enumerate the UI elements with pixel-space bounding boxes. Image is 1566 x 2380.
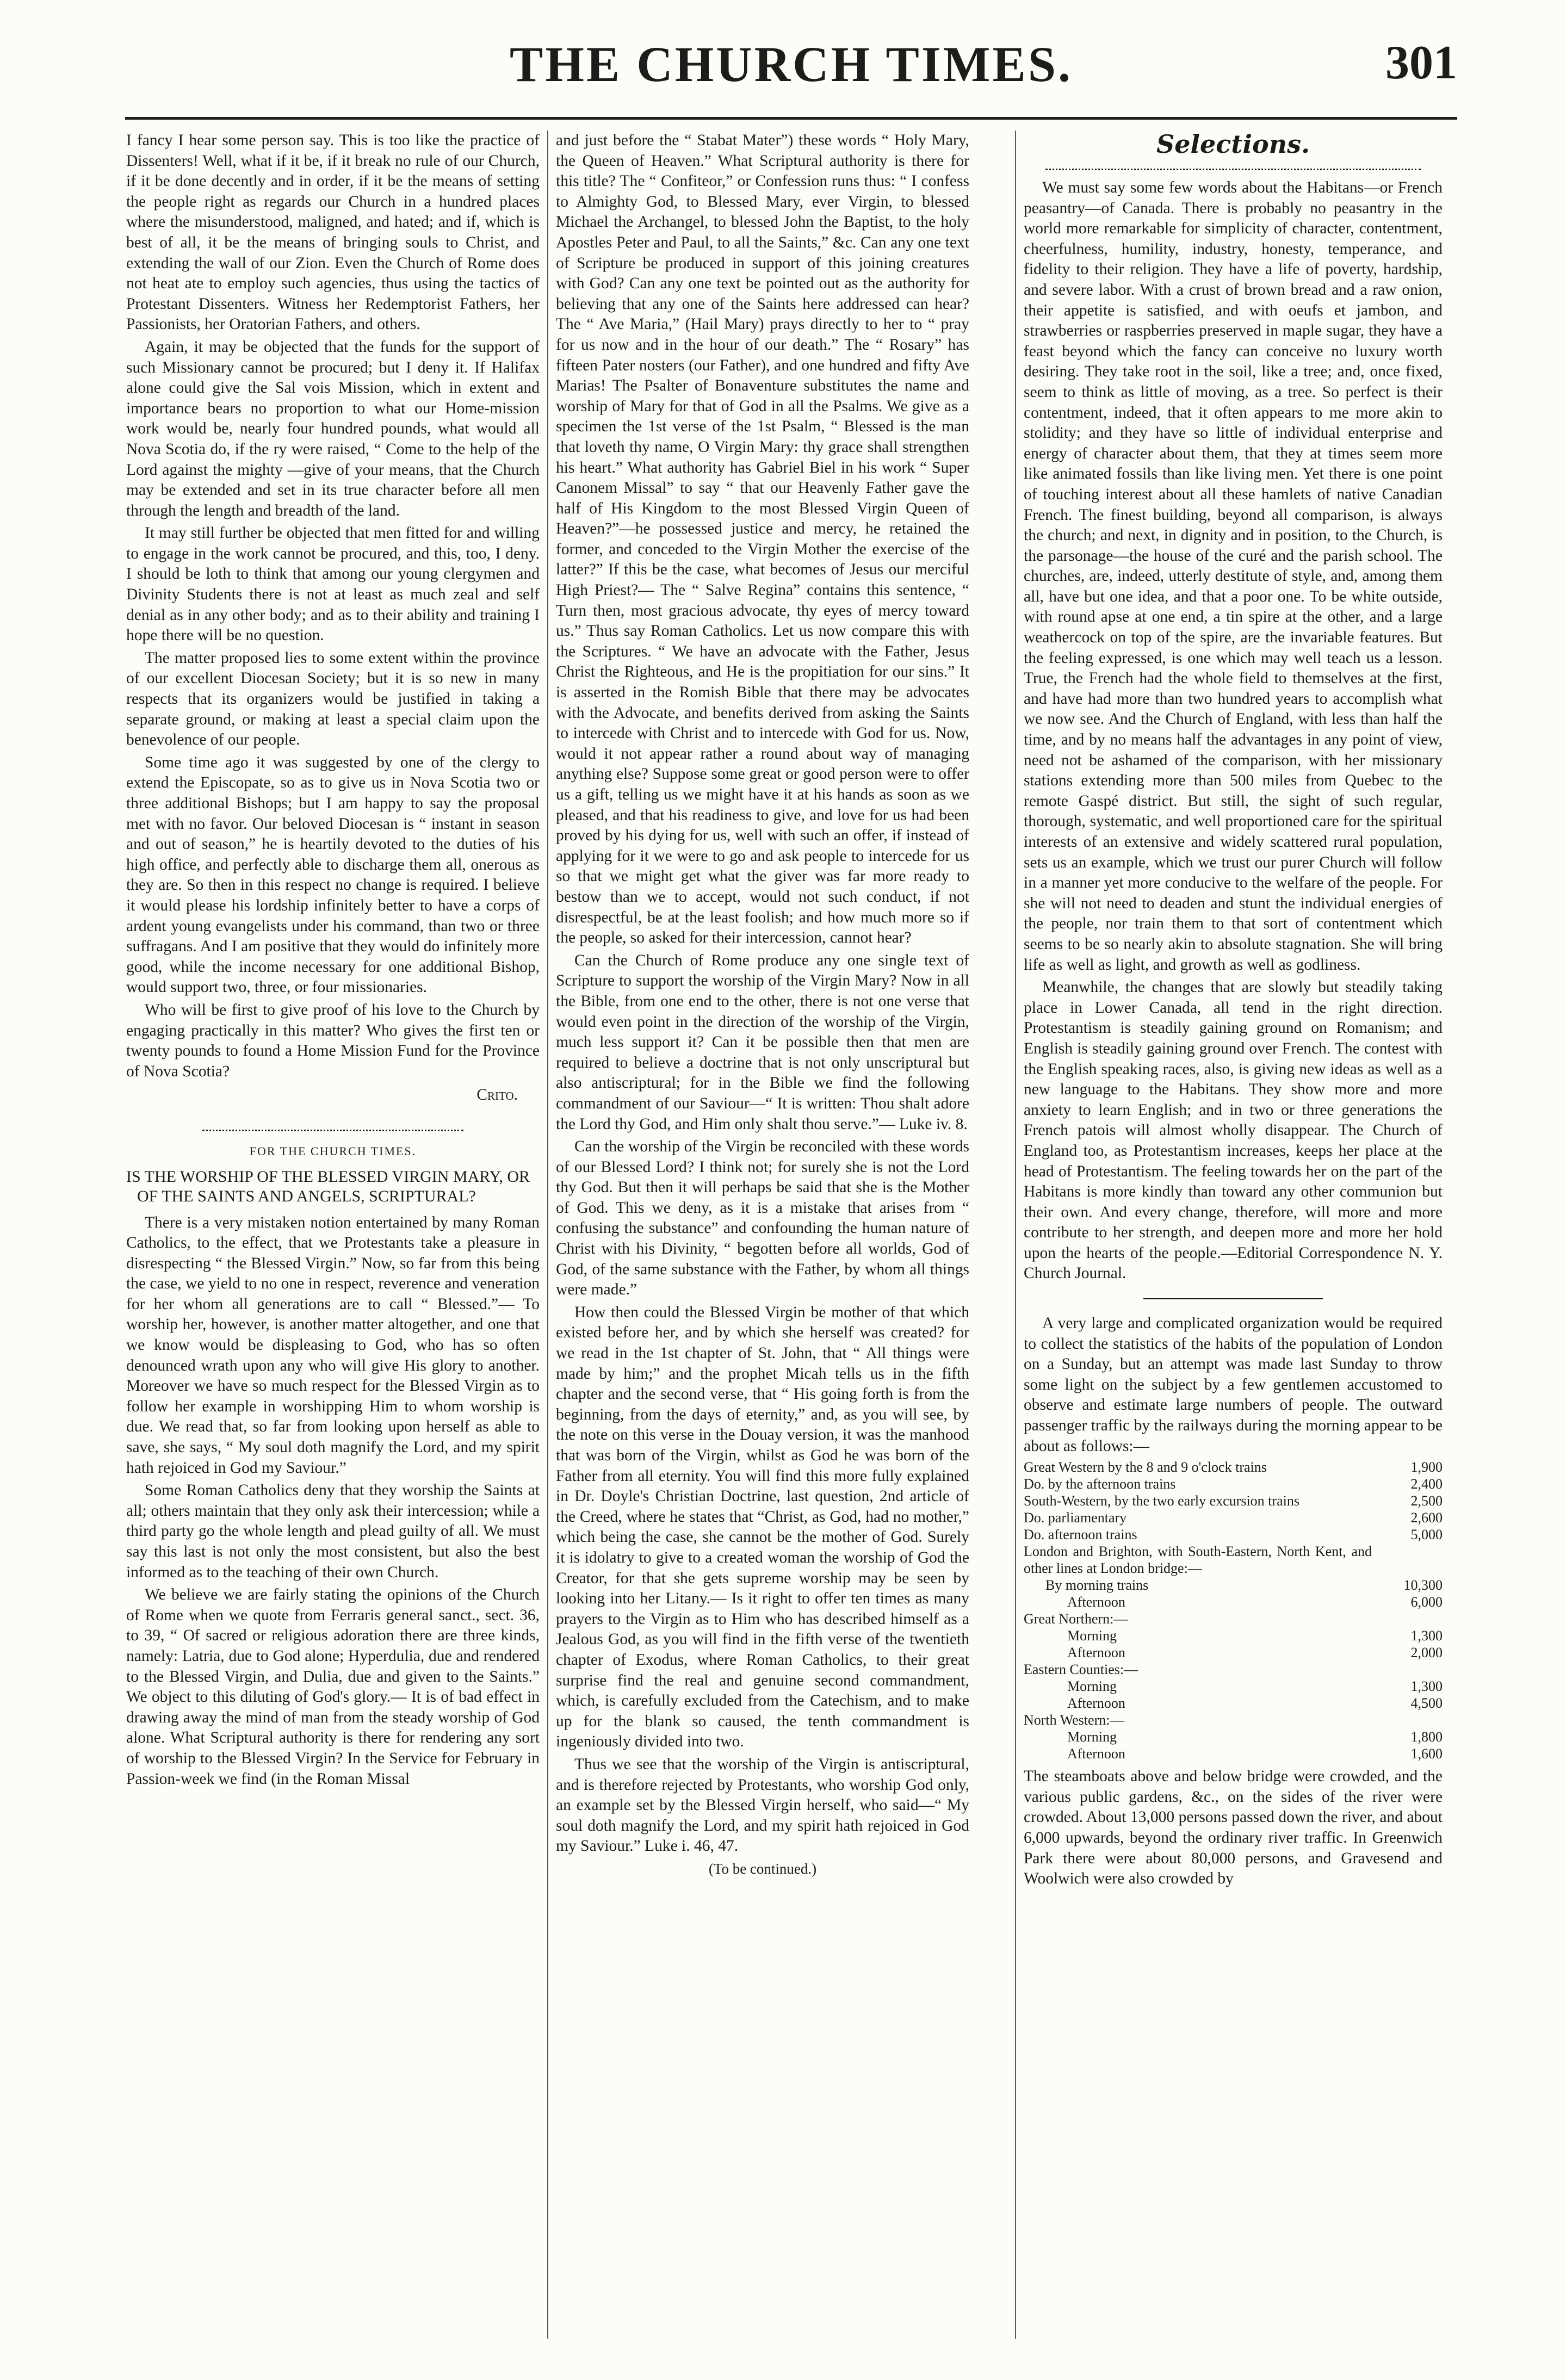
article-paragraph: Thus we see that the worship of the Virgin is antiscriptural, and is therefore rejected by Protestants, who worship God only, an example set by the Blessed Virgin herself, who said—“ My soul doth magnify the Lord, and my spirit hath rejoiced in God my Saviour.” Luke i. 46, 47.: [556, 1755, 969, 1855]
article-paragraph: Meanwhile, the changes that are slowly but steadily taking place in Lower Canada, all tend in the right direction. Protestantism is steadily gaining ground on Romanism; and English is steadily gaining ground over French. The contest with the English speaking races, also, is giving new ideas as well as a new language to the Habitans. They show more and more anxiety to learn English; and in two or three generations the French patois will almost wholly disappear. The Church of England too, as Protestantism increases, keeps her place at the head of Protestantism. The feeling towards her on the part of the Habitans is more kindly than toward any other communion but their own. And every change, therefore, will more and more contribute to her strength, and deepen more and more her hold upon the hearts of the people.—Editorial Correspondence N. Y. Church Journal.: [1024, 978, 1443, 1282]
table-row: [1024, 1644, 1443, 1661]
table-row: [1024, 1459, 1443, 1476]
ornamental-divider: [1045, 162, 1421, 170]
table-row: [1024, 1695, 1443, 1712]
traffic-count: 1,300: [1410, 1628, 1443, 1644]
article-paragraph: The steamboats above and below bridge were crowded, and the various public gardens, &c., on the sides of the river were crowded. About 13,000 persons passed down the river, and about 6,000 upwards, beyond the ordinary river traffic. In Greenwich Park there were about 80,000 persons, and Gravesend and Woolwich were also crowded by: [1024, 1768, 1443, 1888]
article-paragraph: There is a very mistaken notion entertained by many Roman Catholics, to the effect, that we Protestants take a pleasure in disrespecting “ the Blessed Virgin.” Now, so far from this being the case, we yield to no one in respect, reverence and veneration for her whom all generations are to call “ Blessed.”— To worship her, however, is another matter altogether, and one that we know would be displeasing to God, who has so often denounced wrath upon any who will give His glory to another. Moreover we have so much respect for the Blessed Virgin as to follow her example in worshipping Him to whom worship is due. We read that, so far from looking upon herself as able to save, she says, “ My soul doth magnify the Lord, and my spirit hath rejoiced in God my Saviour.”: [126, 1213, 540, 1477]
to-be-continued-note: (To be continued.): [708, 1860, 817, 1877]
traffic-count: [1372, 1543, 1443, 1577]
masthead: [125, 22, 1457, 109]
traffic-label: Eastern Counties:—: [1024, 1662, 1138, 1678]
traffic-count: 5,000: [1410, 1527, 1443, 1543]
author-signature: Crito.: [476, 1086, 518, 1104]
traffic-label: Morning: [1067, 1678, 1117, 1695]
traffic-label: Afternoon: [1067, 1645, 1125, 1661]
for-the-church-times-label: FOR THE CHURCH TIMES.: [249, 1144, 417, 1158]
traffic-count: [1372, 1610, 1443, 1627]
table-row: [1024, 1627, 1443, 1644]
selections-heading: Selections.: [1156, 129, 1310, 159]
article-paragraph: It may still further be objected that men fitted for and willing to engage in the work cannot be procured, and this, too, I deny. I should be loth to think that among our young clergymen and Divinity Students there is not at least as much zeal and self denial as in any other body; and as to their ability and training I hope there will be no question.: [126, 524, 540, 644]
article-paragraph: We believe we are fairly stating the opinions of the Church of Rome when we quote from Ferraris general sanct., sect. 36, to 39, “ Of sacred or religious adoration there are three kinds, namely: Latria, due to God alone; Hyperdulia, due and rendered to the Blessed Virgin, and Dulia, due and given to the Saints.” We object to this diluting of God's glory.— It is of bad effect in drawing away the mind of man from the steady worship of God alone. What Scriptural authority is there for rendering any sort of worship to the Blessed Virgin? In the Service for February in Passion-week we find (in the Roman Missal: [126, 1586, 540, 1788]
table-row: [1024, 1577, 1443, 1594]
article-paragraph: Who will be first to give proof of his love to the Church by engaging practically in this matter? Who gives the first ten or twenty pounds to found a Home Mission Fund for the Province of Nova Scotia?: [126, 1001, 540, 1080]
table-row: [1024, 1476, 1443, 1492]
masthead-rule: [125, 117, 1457, 120]
page-number: 301: [1385, 36, 1457, 89]
traffic-count: 4,500: [1410, 1695, 1443, 1712]
table-row: [1024, 1526, 1443, 1543]
table-row: [1024, 1712, 1443, 1728]
traffic-count: [1372, 1712, 1443, 1728]
traffic-label: London and Brighton, with South-Eastern, North Kent, and other lines at London bridge:—: [1024, 1544, 1372, 1577]
article-paragraph: Some time ago it was suggested by one of the clergy to extend the Episcopate, so as to give us in Nova Scotia two or three additional Bishops; but I am happy to say the proposal met with no favor. Our beloved Diocesan is “ instant in season and out of season,” he is heartily devoted to the duties of his high office, and perfectly able to discharge them all, onerous as they are. So then in this respect no change is required. I believe it would please his lordship infinitely better to have a corps of ardent young evangelists under his command, than two or three suffragans. And I am positive that they would do infinitely more good, while the income necessary for one additional Bishop, would support two, three, or four missionaries.: [126, 753, 540, 996]
traffic-label: Morning: [1067, 1729, 1117, 1745]
section-rule: [1143, 1298, 1323, 1299]
traffic-label: By morning trains: [1045, 1577, 1149, 1594]
table-row: [1024, 1543, 1443, 1577]
traffic-count: 1,300: [1410, 1678, 1443, 1695]
traffic-count: 2,500: [1410, 1493, 1443, 1509]
traffic-count: 2,600: [1410, 1510, 1443, 1526]
ornamental-divider: [202, 1118, 463, 1131]
article-paragraph: I fancy I hear some person say. This is too like the practice of Dissenters! Well, what if it be, if it break no rule of our Church, if it be done decently and in order, if it be the means of setting the people right as regards our Church in a hundred places where the misunderstood, maligned, and hated; and if, which is best of all, it be the means of bringing souls to Christ, and extending the wall of our Zion. Even the Church of Rome does not heat ate to employ such agencies, thus using the tactics of Protestant Dissenters. Witness her Redemptorist Fathers, her Passionists, her Oratorian Fathers, and others.: [126, 132, 540, 333]
traffic-count: 1,800: [1410, 1729, 1443, 1745]
traffic-label: Do. parliamentary: [1024, 1510, 1127, 1526]
traffic-label: Do. afternoon trains: [1024, 1527, 1137, 1543]
traffic-label: Afternoon: [1067, 1594, 1125, 1610]
article-paragraph: Can the Church of Rome produce any one single text of Scripture to support the worship of the Virgin Mary? Now in all the Bible, from one end to the other, there is not one verse that would even point in the direction of the worship of the Virgin, much less support it? Can it be possible then that men are required to believe a doctrine that is not only unscriptural but also antiscriptural; for in the Bible we find the following commandment of our Saviour—“ It is written: Thou shalt adore the Lord thy God, and Him only shalt thou serve.”— Luke iv. 8.: [556, 951, 969, 1133]
traffic-label: North Western:—: [1024, 1712, 1124, 1728]
article-paragraph: A very large and complicated organization would be required to collect the statistics of the habits of the population of London on a Sunday, but an attempt was made last Sunday to throw some light on the subject by a few gentlemen accustomed to observe and estimate large numbers of people. The outward passenger traffic by the railways during the morning appear to be about as follows:—: [1024, 1315, 1443, 1455]
article-paragraph: Can the worship of the Virgin be reconciled with these words of our Blessed Lord? I think not; for surely she is not the Lord thy God. But then it will perhaps be said that she is the Mother of God. This we deny, as it is a mistake that arises from “ confusing the substance” and confounding the human nature of Christ with his Divinity, “ begotten before all worlds, God of God, of the same substance with the Father, by whom all things were made.”: [556, 1138, 969, 1299]
traffic-label: Morning: [1067, 1628, 1117, 1644]
traffic-count: 2,400: [1410, 1476, 1443, 1492]
traffic-label: Afternoon: [1067, 1746, 1125, 1762]
article-paragraph: and just before the “ Stabat Mater”) these words “ Holy Mary, the Queen of Heaven.” What Scriptural authority is there for this title? The “ Confiteor,” or Confession runs thus: “ I confess to Almighty God, to Blessed Mary, ever Virgin, to blessed Michael the Archangel, to blessed John the Baptist, to the holy Apostles Peter and Paul, to all the Saints,” &c. Can any one text of Scripture be produced in support of this joining creatures with God? Can any one text be pointed out as the authority for believing that any one of the Saints here addressed can hear? The “ Ave Maria,” (Hail Mary) prays directly to her to “ pray for us now and in the hour of our death.” The “ Rosary” has fifteen Pater nosters (our Father), and one hundred and fifty Ave Marias! The Psalter of Bonaventure substitutes the name and worship of Mary for that of God in all the Psalms. We give as a specimen the 1st verse of the 1st Psalm, “ Blessed is the man that loveth thy name, O Virgin Mary: thy grace shall strengthen his heart.” What authority has Gabriel Biel in his work “ Super Canonem Missal” to say “ that our Heavenly Father gave the half of His Kingdom to the most Blessed Virgin Queen of Heaven?”—he possessed justice and mercy, he retained the former, and conceded to the Virgin Mother the exercise of the latter?” If this be the case, what becomes of Jesus our merciful High Priest?— The “ Salve Regina” contains this sentence, “ Turn then, most gracious advocate, thy eyes of mercy toward us.” Thus say Roman Catholics. Let us now compare this with the Scriptures. “ We have an advocate with the Father, Jesus Christ the Righteous, and He is the propitiation for our sins.” It is asserted in the Romish Bible that there may be advocates with the Advocate, and benefits derived from asking the Saints to intercede with Christ and to intercede with God for us. Now, would it not appear rather a round about way of managing anything else? Suppose some great or good person were to offer us a gift, telling us we might have it at his hands as soon as we pleased, and that his readiness to give, and love for us had been proved by his dying for us, well with such an offer, if instead of applying for it we were to go and ask people to intercede for us so that we might get what the giver was far more ready to bestow than we to accept, would not such conduct, if not disrespectful, be at the least foolish; and how much more so if the people, so asked for their intercession, cannot hear?: [556, 132, 969, 947]
table-row: [1024, 1610, 1443, 1627]
table-row: [1024, 1594, 1443, 1610]
traffic-label: Do. by the afternoon trains: [1024, 1476, 1176, 1492]
column-3: [1024, 131, 1443, 1892]
table-row: [1024, 1509, 1443, 1526]
railway-traffic-table: [1024, 1459, 1443, 1762]
article-paragraph: Again, it may be objected that the funds for the support of such Missionary cannot be procured; but I deny it. If Halifax alone could give the Sal vois Mission, which in extent and importance bears no proportion to what our Home-mission work would be, nearly four hundred pounds, what would all Nova Scotia do, if the ry were raised, “ Come to the help of the Lord against the mighty —give of your means, that the Church may be extended and set in its true character before all men through the length and breadth of the land.: [126, 338, 540, 519]
article-paragraph: How then could the Blessed Virgin be mother of that which existed before her, and by which she herself was created? for we read in the 1st chapter of St. John, that “ All things were made by him;” and the prophet Micah tells us in the fifth chapter and the second verse, that “ His going forth is from the beginning, from the days of eternity,” and, as you will see, by the note on this verse in the Douay version, it was the manhood that was born of the Virgin, whilst as God he was born of the Father from all eternity. You will find this more fully explained in Dr. Doyle's Christian Doctrine, last question, 2nd article of the Creed, where he states that “Christ, as God, had no mother,” which being the case, she cannot be the mother of God. Surely it is idolatry to give to a created woman the worship of God the Creator, for that she gets supreme worship may be seen by looking into her Litany.— Is it right to offer ten times as many prayers to the Virgin as to Him who has described himself as a Jealous God, as you will find in the fifth verse of the twentieth chapter of Exodus, where Roman Catholics, to their great surprise find the real and genuine second commandment, which, is carefully excluded from the Catechism, and to make up for the blank so caused, the tenth commandment is ingeniously divided into two.: [556, 1303, 969, 1751]
article-paragraph: We must say some few words about the Habitans—or French peasantry—of Canada. There is probably no peasantry in the world more remarkable for simplicity of character, contentment, cheerfulness, humility, industry, honesty, temperance, and fidelity to their religion. They have a life of poverty, hardship, and severe labor. With a crust of brown bread and a raw onion, their appetite is satisfied, and with oeufs et jambon, and strawberries or raspberries preserved in maple sugar, they have a feast beyond which the fancy can conceive no luxury worth desiring. They take root in the soil, like a tree; and, once fixed, seem to think as little of moving, as a tree. So perfect is their contentment, indeed, that it often appears to me more akin to stolidity; and they have so little of individual enterprise and energy of character about them, that they at times seem more like animated fossils than like living men. Yet there is one point of touching interest about all these hamlets of native Canadian French. The finest building, beyond all comparison, is always the church; and next, in dignity and in position, to the Church, is the parsonage—the house of the curé and the parish school. The churches, are, indeed, utterly destitute of style, and, among them all, have but one idea, and that a poor one. To be white outside, with round apse at one end, a tin spire at the other, and a large weathercock on top of the spire, are the invariable features. But the feeling expressed, is one which may well teach us a lesson. True, the French had the whole field to themselves at the first, and have had more than two hundred years to accomplish what we now see. And the Church of England, with less than half the time, and by no means half the advantages in any point of view, need not be ashamed of the comparison, with her missionary stations extending more than 500 miles from Quebec to the remote Gaspé district. But still, the sight of such regular, thorough, systematic, and well proportioned care for the spiritual interests of an extensive and widely scattered rural population, sets us an example, which we trust our purer Church will follow in a manner yet more conducive to the welfare of the people. For she will not need to deaden and stunt the individual energies of the people, nor train them to that sort of contentment which seems to be so nearly akin to absolute stagnation. She will bring life as well as light, and growth as well as godliness.: [1024, 179, 1443, 974]
table-row: [1024, 1728, 1443, 1745]
traffic-count: 2,000: [1410, 1645, 1443, 1661]
article-paragraph: The matter proposed lies to some extent within the province of our excellent Diocesan Society; but it is so new in many respects that its organizers would be justified in taking a separate ground, or making at least a special claim upon the benevolence of our people.: [126, 649, 540, 749]
traffic-count: 10,300: [1403, 1577, 1443, 1594]
traffic-label: Great Western by the 8 and 9 o'clock trains: [1024, 1459, 1267, 1476]
table-row: [1024, 1745, 1443, 1762]
traffic-label: Great Northern:—: [1024, 1611, 1128, 1627]
traffic-count: 1,900: [1410, 1459, 1443, 1476]
traffic-count: [1372, 1661, 1443, 1678]
column-divider: [547, 131, 548, 2339]
traffic-count: 6,000: [1410, 1594, 1443, 1610]
traffic-count: 1,600: [1410, 1746, 1443, 1762]
table-row: [1024, 1678, 1443, 1695]
column-2: [556, 131, 969, 1879]
traffic-label: South-Western, by the two early excursion trains: [1024, 1493, 1299, 1509]
table-row: [1024, 1661, 1443, 1678]
newspaper-title: THE CHURCH TIMES.: [509, 36, 1073, 92]
column-1: [126, 131, 540, 1792]
table-row: [1024, 1492, 1443, 1509]
article-headline: IS THE WORSHIP OF THE BLESSED VIRGIN MARY, OR OF THE SAINTS AND ANGELS, SCRIPTURAL?: [126, 1167, 530, 1205]
article-paragraph: Some Roman Catholics deny that they worship the Saints at all; others maintain that they only ask their intercession; while a third party go the whole length and plead guilty of all. We must say this last is not only the most consistent, but also the best informed as to the teaching of their own Church.: [126, 1482, 540, 1581]
column-divider: [1015, 131, 1016, 2339]
traffic-label: Afternoon: [1067, 1695, 1125, 1712]
